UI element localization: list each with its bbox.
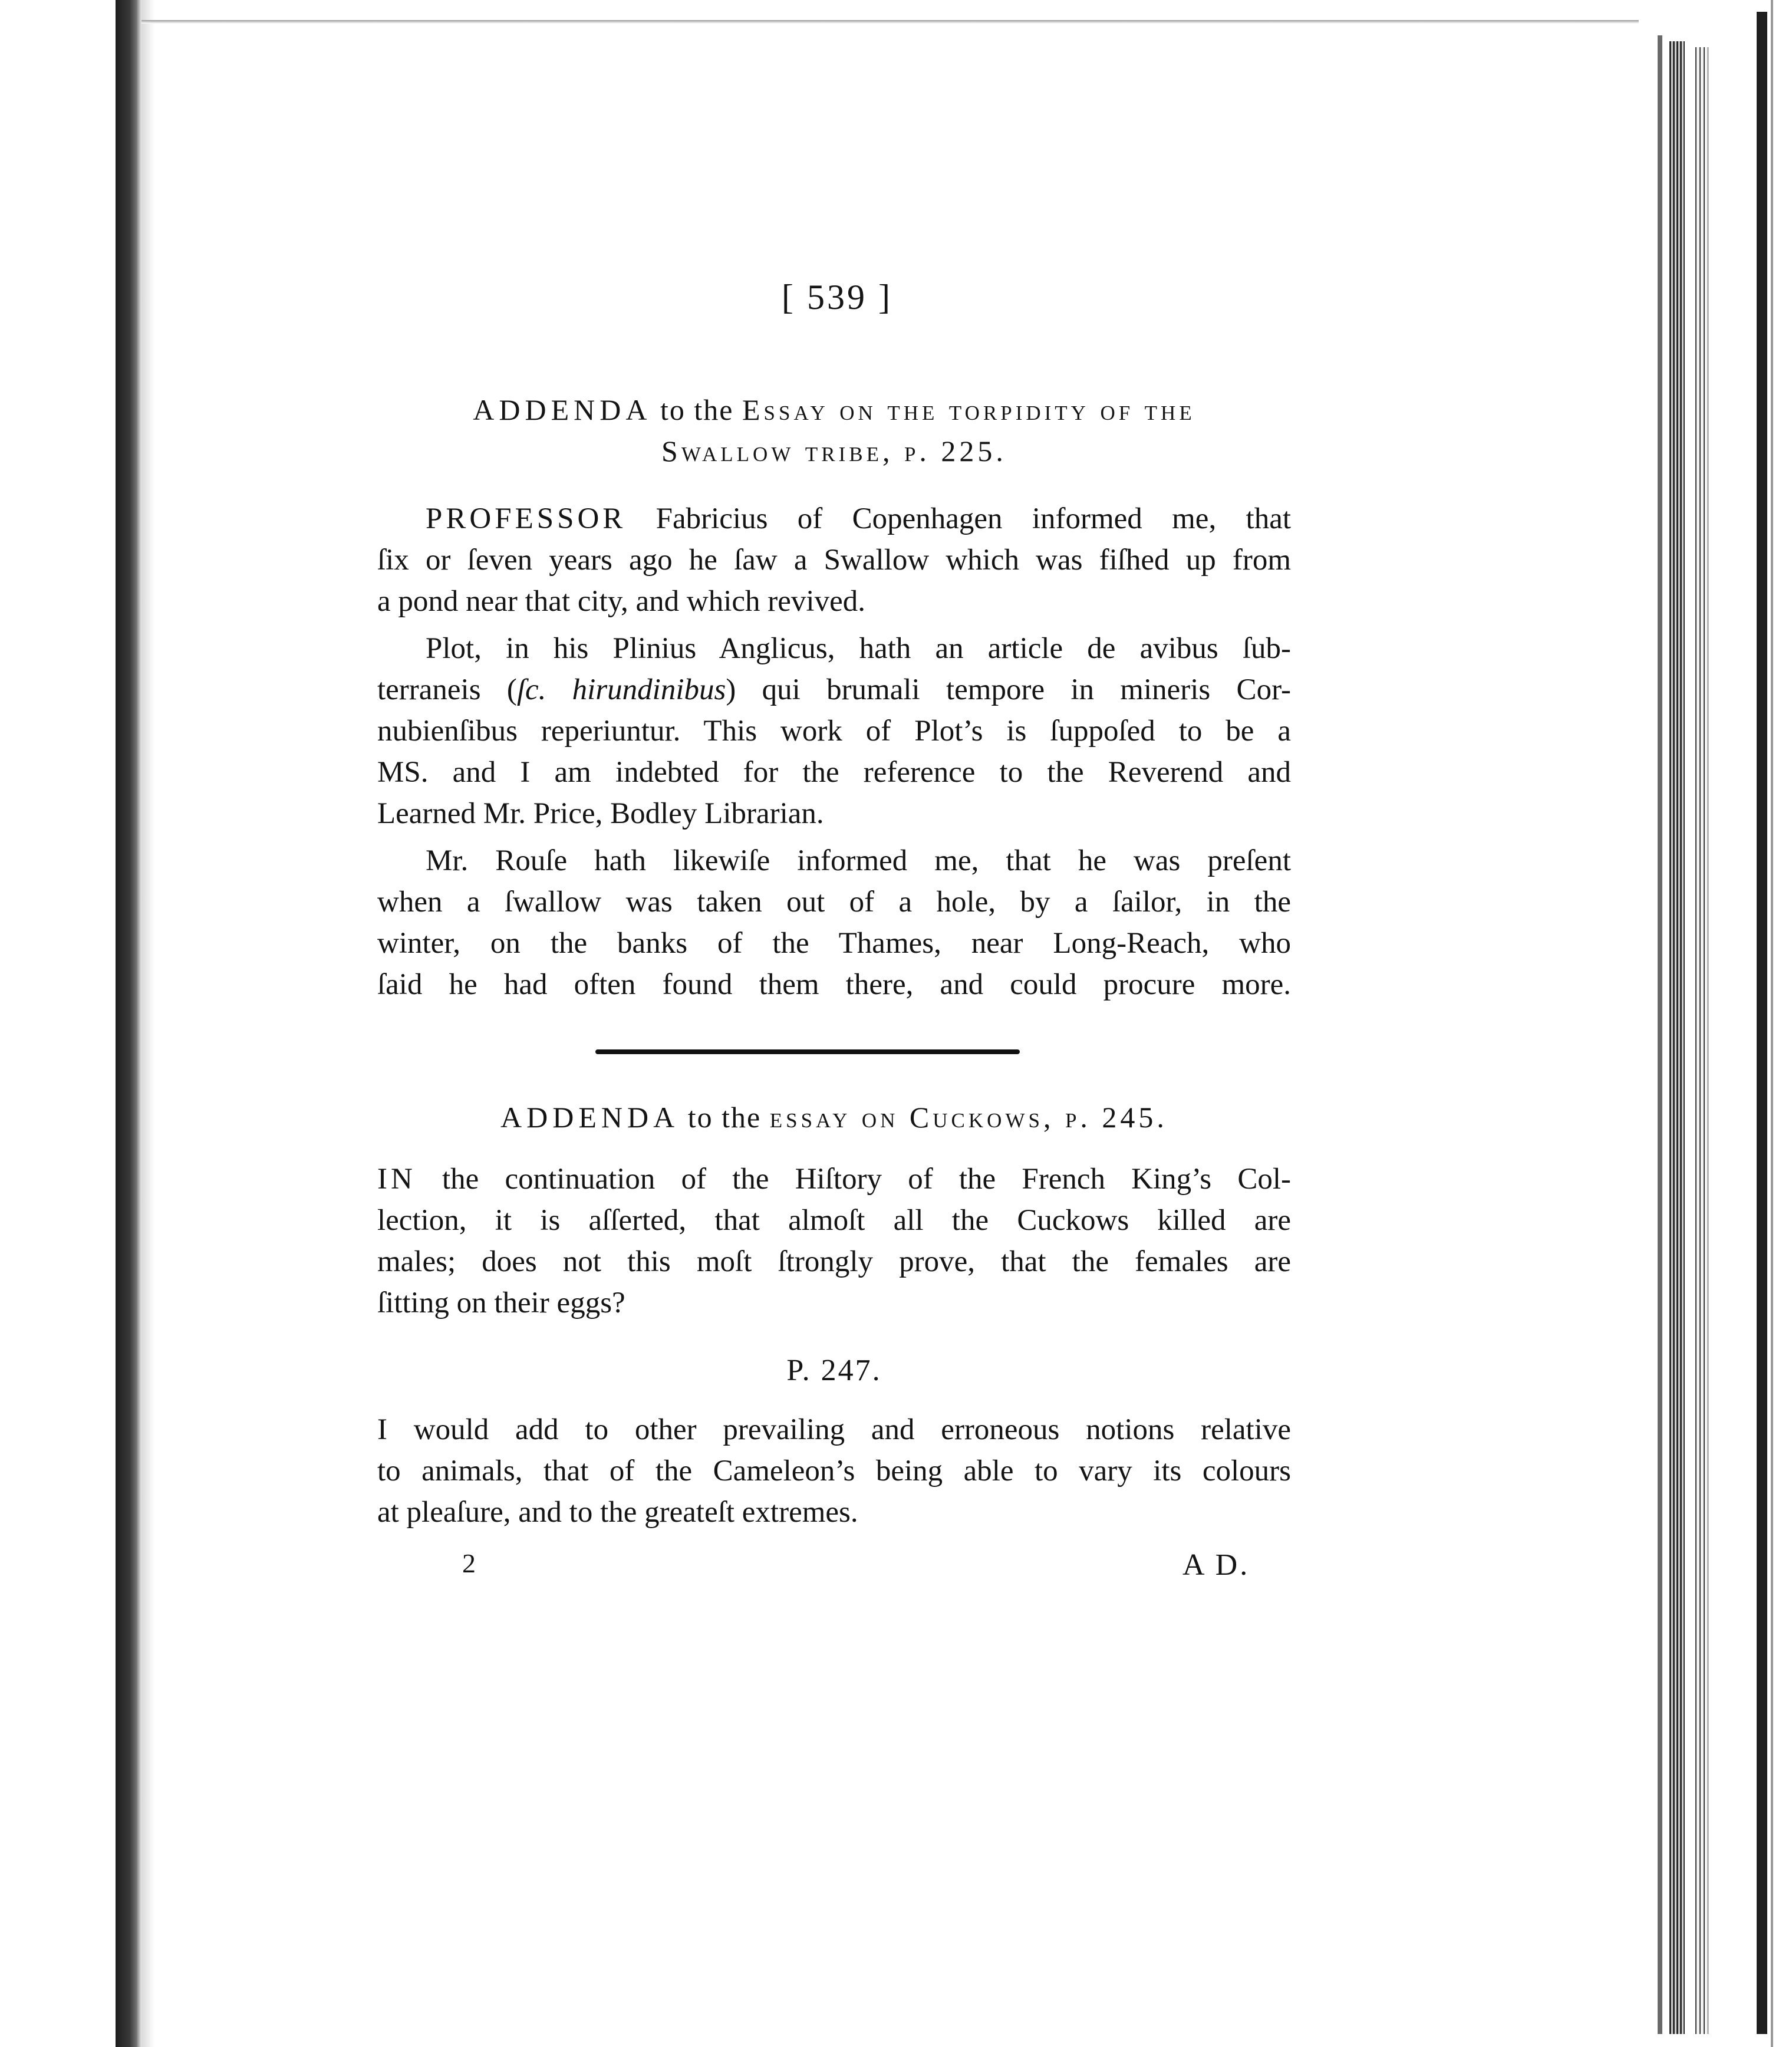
right-margin bbox=[1771, 0, 1792, 2047]
heading-title: essay on Cuckows, p. 245. bbox=[769, 1101, 1168, 1134]
paragraph-cuckows-line1 bbox=[377, 1159, 1291, 1200]
signature-mark: 2 bbox=[462, 1548, 476, 1578]
opening-word: PROFESSOR bbox=[426, 502, 627, 535]
right-page-edge bbox=[1658, 35, 1662, 2034]
paragraph-plot-line3: nubienſibus reperiuntur. This work of Plot’s is ſuppoſed to be a bbox=[377, 715, 1291, 748]
section-heading-cuckows bbox=[377, 1097, 1291, 1138]
paragraph-fabricius-line1 bbox=[377, 498, 1291, 539]
paragraph-plot-line1: Plot, in his Plinius Anglicus, hath an article de avibus ſub- bbox=[426, 632, 1291, 665]
paragraph-rouse-line3: winter, on the banks of the Thames, near Long-Reach, who bbox=[377, 927, 1291, 960]
text-segment: terraneis ( bbox=[377, 673, 517, 706]
paragraph-rouse-line4: ſaid he had often found them there, and could procure more. bbox=[377, 968, 1291, 1001]
section-heading-torpidity bbox=[377, 389, 1291, 430]
heading-title: Essay on the torpidity of the bbox=[742, 393, 1195, 426]
text-segment: ) qui brumali tempore in mineris Cor- bbox=[726, 673, 1292, 706]
right-page-stack-outer bbox=[1695, 47, 1708, 2034]
paragraph-cuckows-line3: males; does not this moſt ſtrongly prove, that the females are bbox=[377, 1245, 1291, 1278]
paragraph-cuckows-line2: lection, it is aſſerted, that almoſt all the Cuckows killed are bbox=[377, 1204, 1291, 1237]
paragraph-cameleon-line3: at pleaſure, and to the greateſt extremes. bbox=[377, 1496, 858, 1529]
opening-word: IN bbox=[377, 1163, 416, 1196]
italic-latin: ſc. hirundinibus bbox=[516, 673, 726, 706]
heading-lead: ADDENDA bbox=[473, 393, 652, 426]
section-divider bbox=[595, 1049, 1020, 1054]
paragraph-rouse-line1: Mr. Rouſe hath likewiſe informed me, that he was preſent bbox=[426, 844, 1291, 877]
paragraph-rouse-line2: when a ſwallow was taken out of a hole, by a ſailor, in the bbox=[377, 886, 1291, 919]
binding-shadow bbox=[116, 0, 141, 2047]
section-heading-torpidity-line2 bbox=[377, 430, 1291, 472]
binding-fade bbox=[141, 0, 154, 2047]
paragraph-fabricius-line2: ſix or ſeven years ago he ſaw a Swallow which was fiſhed up from bbox=[377, 544, 1291, 577]
page-number: [ 539 ] bbox=[782, 278, 892, 317]
text-line: Fabricius of Copenhagen informed me, that bbox=[626, 502, 1291, 535]
heading-connector: to the bbox=[679, 1101, 770, 1134]
paragraph-fabricius-line3: a pond near that city, and which revived. bbox=[377, 585, 865, 618]
heading-title-line2: Swallow tribe, p. 225. bbox=[661, 435, 1007, 468]
heading-connector: to the bbox=[651, 393, 742, 426]
paragraph-cameleon-line2: to animals, that of the Cameleon’s being able to vary its colours bbox=[377, 1454, 1291, 1487]
subheading-page-ref: P. 247. bbox=[786, 1354, 882, 1387]
gutter-margin bbox=[0, 0, 116, 2047]
heading-lead: ADDENDA bbox=[500, 1101, 680, 1134]
right-border bbox=[1757, 12, 1767, 2034]
paragraph-plot-line4: MS. and I am indebted for the reference to the Reverend and bbox=[377, 756, 1291, 789]
right-page-stack bbox=[1669, 41, 1685, 2034]
paragraph-plot-line2 bbox=[377, 669, 1291, 710]
text-line: the continuation of the Hiſtory of the French King’s Col- bbox=[416, 1163, 1291, 1196]
paragraph-cameleon-line1: I would add to other prevailing and erroneous notions relative bbox=[377, 1413, 1291, 1446]
paragraph-plot-line5: Learned Mr. Price, Bodley Librarian. bbox=[377, 797, 824, 830]
paragraph-cuckows-line4: ſitting on their eggs? bbox=[377, 1286, 625, 1319]
top-page-edge bbox=[141, 20, 1639, 24]
catchword: A D. bbox=[1182, 1548, 1250, 1582]
